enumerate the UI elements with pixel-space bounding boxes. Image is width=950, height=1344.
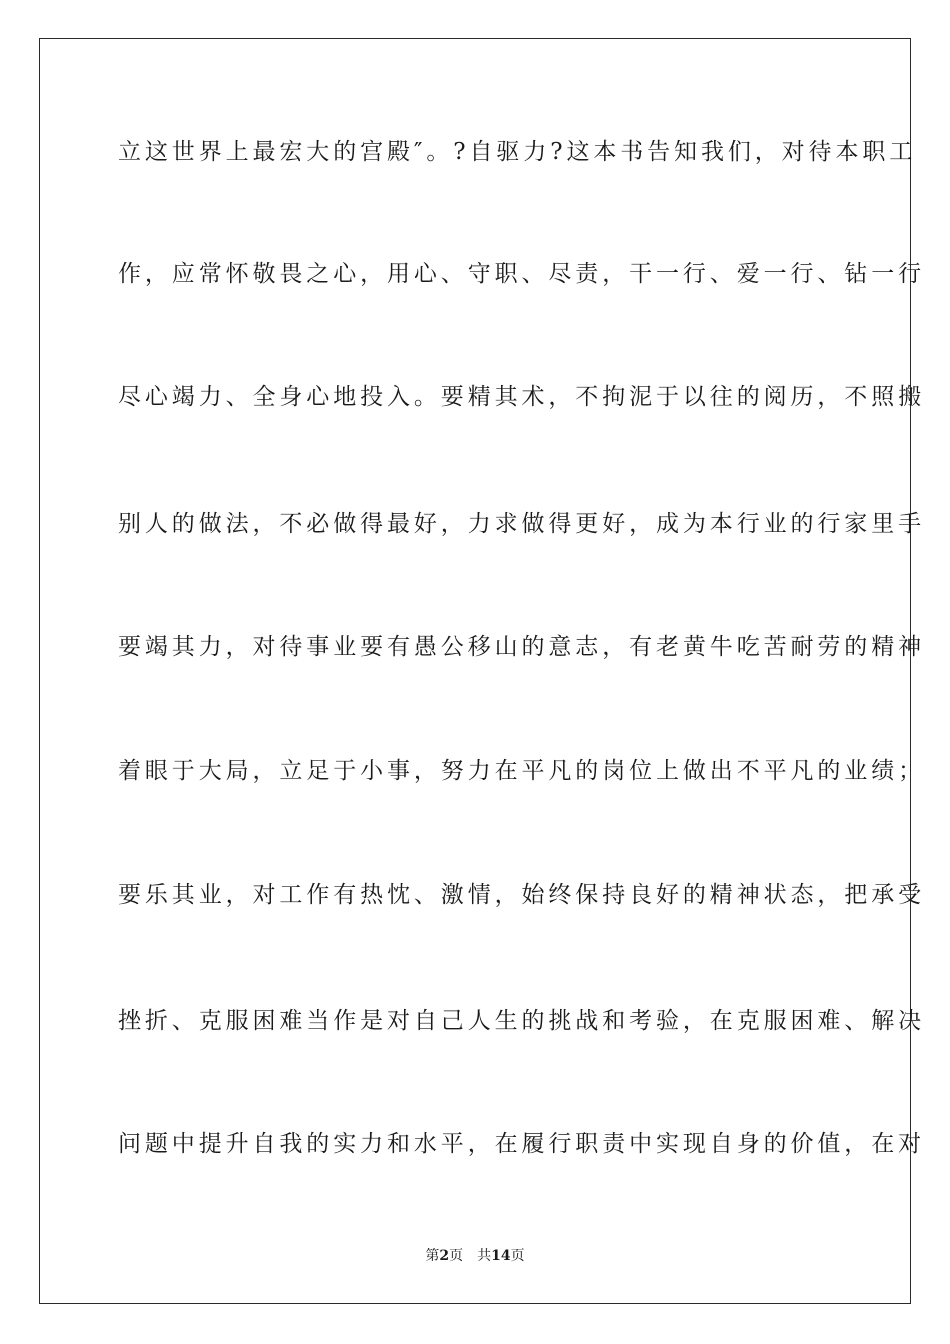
text-line-6: 着眼于大局，立足于小事，努力在平凡的岗位上做出不平凡的业绩； (118, 758, 925, 784)
current-page-number: 2 (439, 1248, 450, 1264)
text-line-9: 问题中提升自我的实力和水平，在履行职责中实现自身的价值，在对 (118, 1131, 925, 1157)
page-border (39, 38, 925, 1304)
text-line-2: 作，应常怀敬畏之心，用心、守职、尽责，干一行、爱一行、钻一行 (118, 261, 925, 287)
text-line-7: 要乐其业，对工作有热忱、激情，始终保持良好的精神状态，把承受 (118, 882, 925, 908)
total-prefix: 共 (477, 1248, 492, 1264)
text-line-1: 立这世界上最宏大的宫殿″。?自驱力?这本书告知我们，对待本职工 (118, 139, 917, 165)
text-line-4: 别人的做法，不必做得最好，力求做得更好，成为本行业的行家里手 (118, 511, 925, 537)
text-line-8: 挫折、克服困难当作是对自己人生的挑战和考验，在克服困难、解决 (118, 1008, 925, 1034)
text-line-5: 要竭其力，对待事业要有愚公移山的意志，有老黄牛吃苦耐劳的精神 (118, 634, 925, 660)
text-line-3: 尽心竭力、全身心地投入。要精其术，不拘泥于以往的阅历，不照搬 (118, 384, 925, 410)
page-footer (0, 1247, 950, 1265)
page-suffix: 页 (449, 1248, 464, 1264)
total-page-count: 14 (491, 1248, 511, 1264)
total-suffix: 页 (510, 1248, 525, 1264)
page-prefix: 第 (425, 1248, 440, 1264)
